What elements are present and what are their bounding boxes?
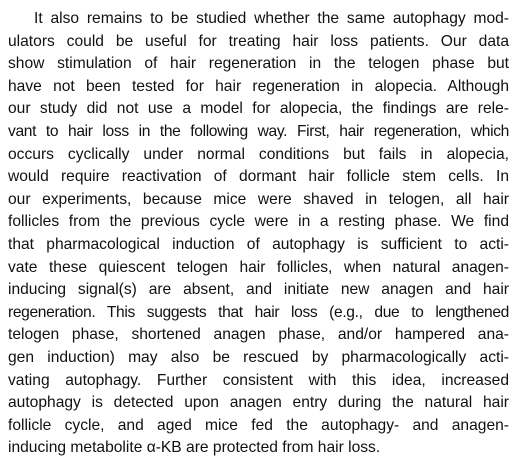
text-line: our study did not use a model for alopecia, the findings are rele-: [8, 100, 509, 118]
text-line: that pharmacological induction of autophagy is sufficient to acti-: [8, 235, 509, 253]
text-line: inducing signal(s) are absent, and initiate new anagen and hair: [8, 281, 509, 299]
text-line: occurs cyclically under normal conditions but fails in alopecia,: [8, 145, 509, 163]
text-line: follicle cycle, and aged mice fed the autophagy- and anagen-: [8, 416, 509, 434]
text-line: follicles from the previous cycle were in a resting phase. We find: [8, 213, 509, 231]
text-line: gen induction) may also be rescued by pharmacologically acti-: [8, 348, 509, 366]
text-line: telogen phase, shortened anagen phase, and/or hampered ana-: [8, 326, 509, 344]
article-paragraph: [8, 8, 509, 460]
text-line: would require reactivation of dormant hair follicle stem cells. In: [8, 168, 509, 186]
text-line: have not been tested for hair regeneration in alopecia. Although: [8, 77, 509, 95]
text-line: vating autophagy. Further consistent with this idea, increased: [8, 371, 509, 389]
text-line: ulators could be useful for treating hair loss patients. Our data: [8, 32, 509, 50]
text-line: autophagy is detected upon anagen entry during the natural hair: [8, 394, 509, 412]
text-line: our experiments, because mice were shaved in telogen, all hair: [8, 190, 509, 208]
text-line: show stimulation of hair regeneration in the telogen phase but: [8, 55, 509, 73]
text-line: vate these quiescent telogen hair follicles, when natural anagen-: [8, 258, 509, 276]
text-line: inducing metabolite α-KB are protected from hair loss.: [8, 439, 381, 457]
text-line: vant to hair loss in the following way. First, hair regeneration, which: [8, 122, 509, 140]
text-line: regeneration. This suggests that hair loss (e.g., due to lengthened: [8, 303, 509, 321]
text-line: It also remains to be studied whether the same autophagy mod-: [34, 10, 509, 27]
